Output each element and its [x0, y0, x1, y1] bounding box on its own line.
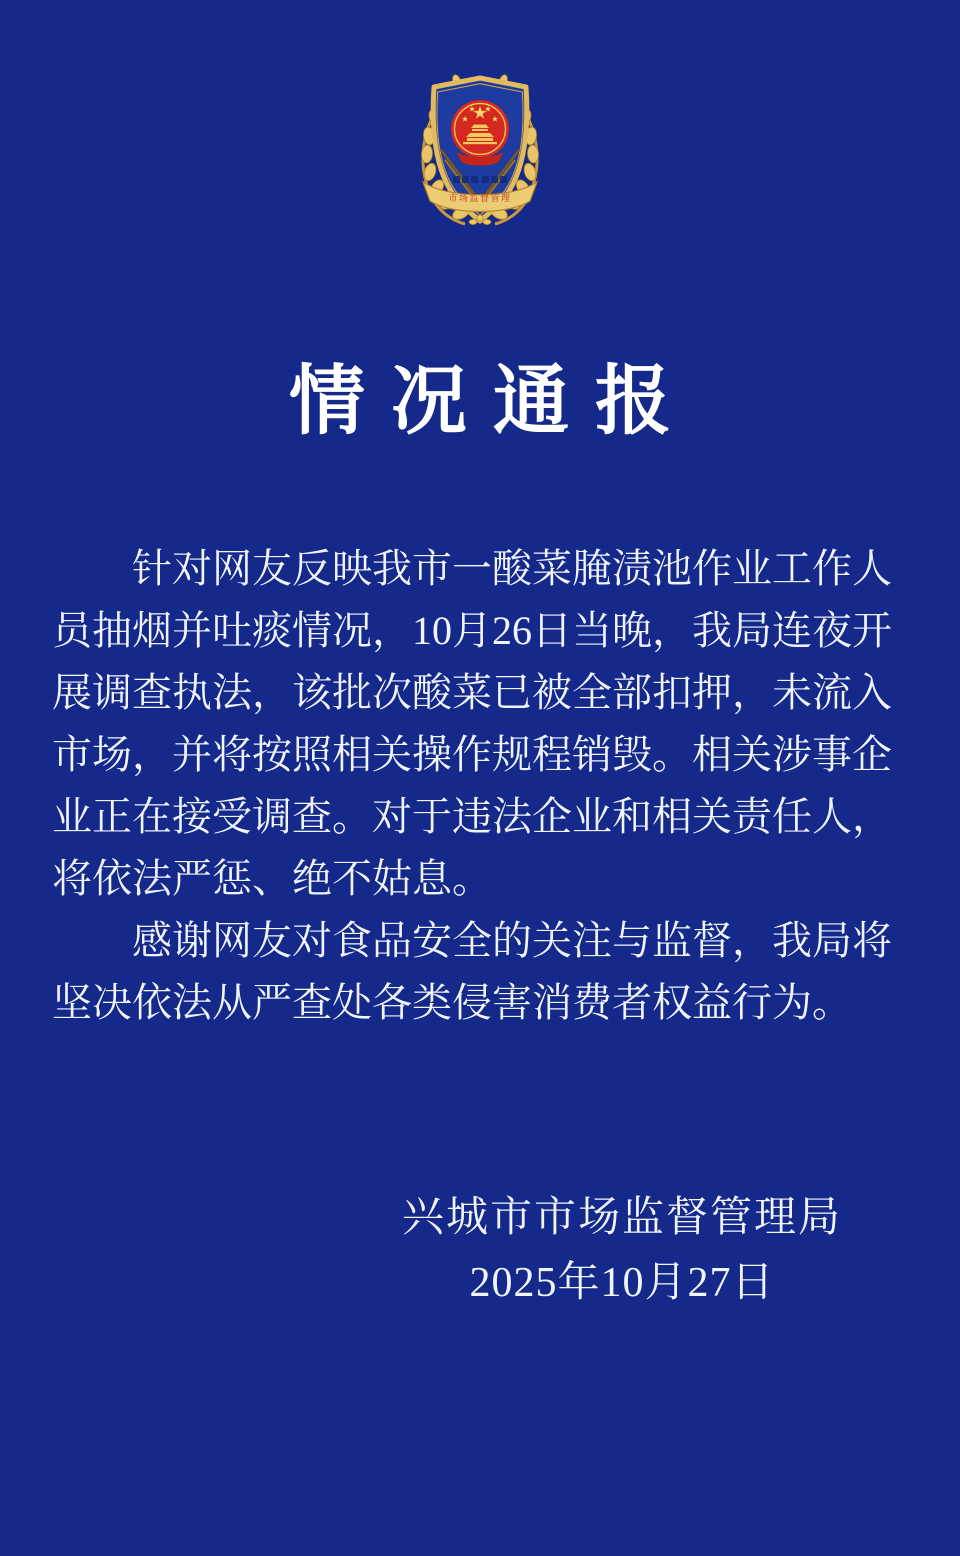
badge-banner-text: 市场监督管理 [448, 193, 512, 203]
notice-line: 将依法严惩、绝不姑息。 [52, 856, 492, 901]
notice-line: 坚决依法从严查处各类侵害消费者权益行为。 [52, 980, 852, 1025]
notice-line: 感谢网友对食品安全的关注与监督，我局将 [132, 918, 892, 963]
notice-line: 展调查执法，该批次酸菜已被全部扣押，未流入 [52, 670, 892, 715]
notice-body [52, 538, 908, 1034]
notice-line: 针对网友反映我市一酸菜腌渍池作业工作人 [132, 546, 892, 591]
notice-line: 员抽烟并吐痰情况，10月26日当晚，我局连夜开 [52, 608, 892, 653]
market-supervision-badge-icon [395, 72, 565, 232]
notice-title: 情况通报 [289, 359, 697, 444]
notice-line: 市场，并将按照相关操作规程销毁。相关涉事企 [52, 732, 892, 777]
issue-date: 2025年10月27日 [469, 1260, 775, 1306]
signature-block [284, 1186, 960, 1316]
notice-line: 业正在接受调查。对于违法企业和相关责任人， [52, 794, 892, 839]
issuing-authority: 兴城市市场监督管理局 [401, 1195, 842, 1241]
